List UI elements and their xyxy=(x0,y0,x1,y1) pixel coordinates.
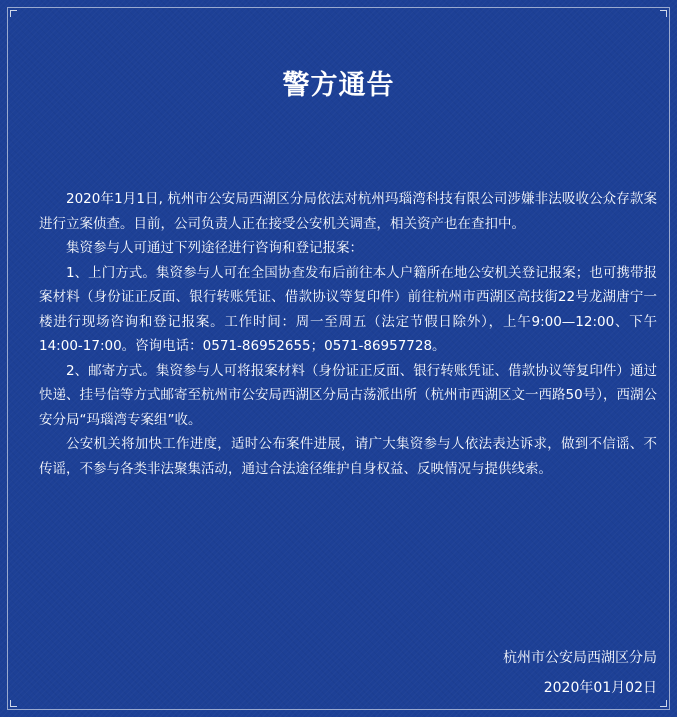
paragraph-case-filed: 2020年1月1日, 杭州市公安局西湖区分局依法对杭州玛瑙湾科技有限公司涉嫌非法吸收公众存款案进行立案侦查。目前，公司负责人正在接受公安机关调查，相关资产也在查扣中。 xyxy=(39,191,657,232)
corner-ornament xyxy=(10,700,17,707)
signature-block xyxy=(503,643,657,703)
corner-ornament xyxy=(660,700,667,707)
notice-title: 警方通告 xyxy=(282,70,395,101)
paragraph-by-mail: 2、邮寄方式。集资参与人可将报案材料（身份证正反面、银行转账凭证、借款协议等复印件）通过快递、挂号信等方式邮寄至杭州市公安局西湖区分局古荡派出所（杭州市西湖区文一西路50号），西湖公安分局“玛瑙湾专案组”收。 xyxy=(39,362,657,428)
paragraph-closing: 公安机关将加快工作进度，适时公布案件进展，请广大集资参与人依法表达诉求，做到不信谣、不传谣，不参与各类非法聚集活动，通过合法途径维护自身权益、反映情况与提供线索。 xyxy=(39,436,657,477)
issue-date: 2020年01月02日 xyxy=(543,680,657,696)
corner-ornament xyxy=(10,10,17,17)
corner-ornament xyxy=(660,10,667,17)
issuer-name: 杭州市公安局西湖区分局 xyxy=(503,650,657,666)
notice-body xyxy=(39,187,657,481)
paragraph-channels-intro: 集资参与人可通过下列途径进行咨询和登记报案： xyxy=(66,240,363,256)
paragraph-in-person: 1、上门方式。集资参与人可在全国协查发布后前往本人户籍所在地公安机关登记报案；也可携带报案材料（身份证正反面、银行转账凭证、借款协议等复印件）前往杭州市西湖区高技街22号龙湖唐宁一楼进行现场咨询和登记报案。工作时间：周一至周五（法定节假日除外），上午9:00—12:00、下午14:00-17:00。咨询电话：0571-86952655；0571-86957728。 xyxy=(39,264,657,354)
